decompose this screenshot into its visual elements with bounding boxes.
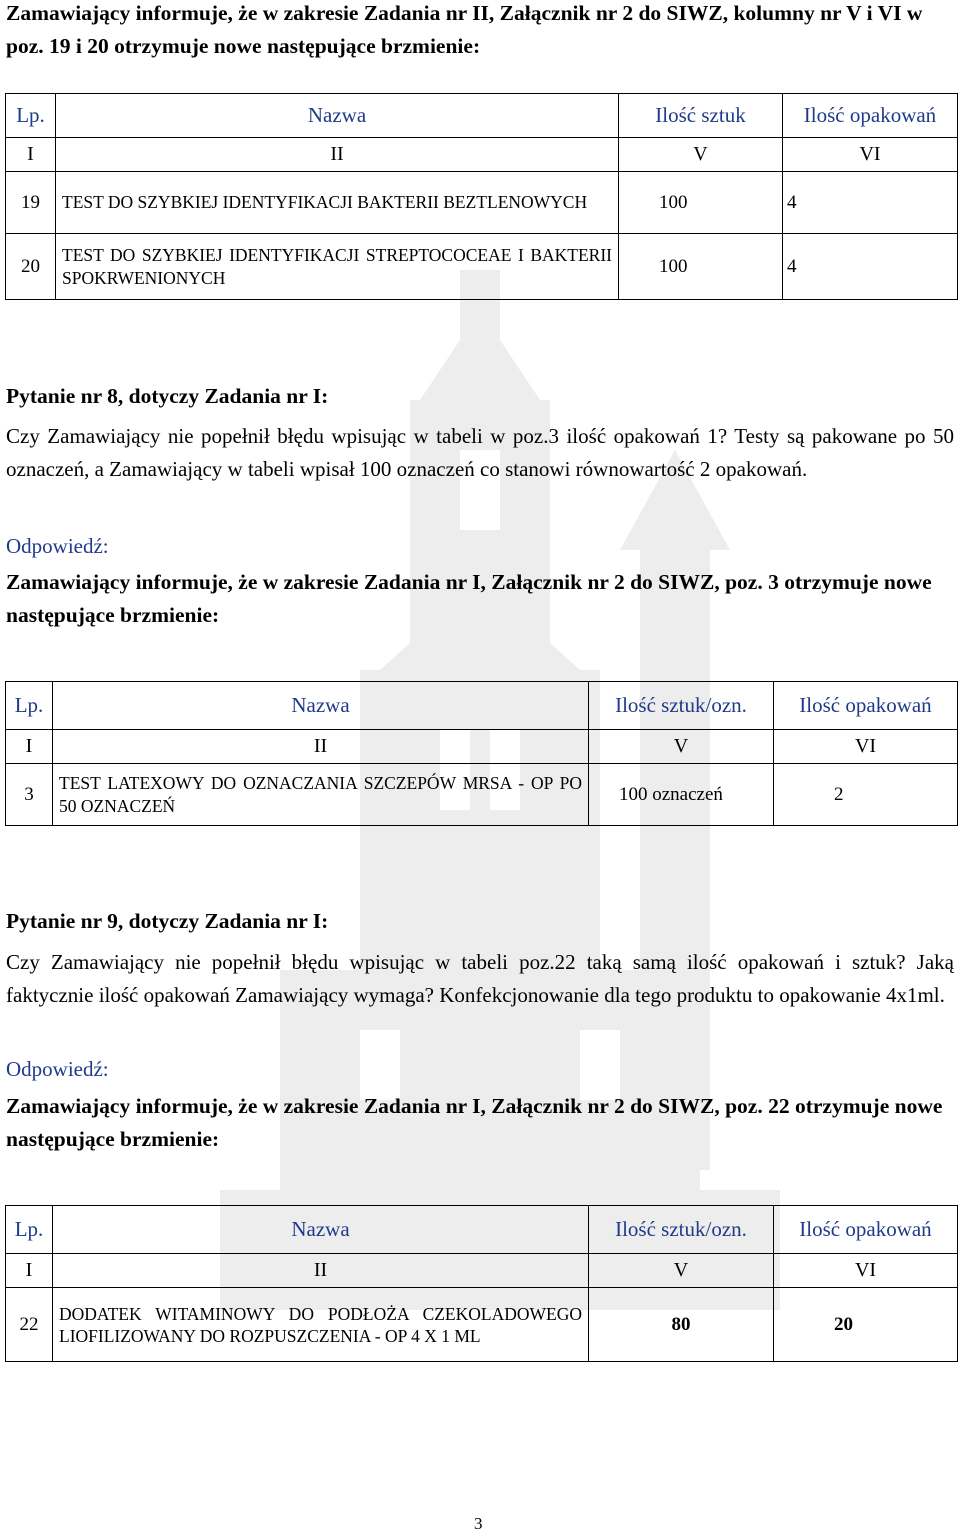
question-8-answer-label: Odpowiedź: — [6, 534, 109, 558]
row-packs: 4 — [783, 234, 958, 300]
table-position-22 — [5, 1205, 958, 1362]
col-num-2: II — [53, 730, 589, 764]
row-packs: 4 — [783, 172, 958, 234]
table-row — [6, 172, 958, 234]
row-packs: 20 — [774, 1288, 958, 1362]
header-qty: Ilość sztuk/ozn. — [589, 682, 774, 730]
header-name: Nazwa — [53, 1206, 589, 1254]
table-header-row — [6, 94, 958, 138]
row-qty: 100 — [619, 172, 783, 234]
header-qty: Ilość sztuk — [619, 94, 783, 138]
row-qty: 80 — [589, 1288, 774, 1362]
table-header-row — [6, 682, 958, 730]
row-name: TEST DO SZYBKIEJ IDENTYFIKACJI STREPTOCOCEAE I BAKTERII SPOKRWENIONYCH — [56, 234, 619, 300]
intro-text: Zamawiający informuje, że w zakresie Zadania nr II, Załącznik nr 2 do SIWZ, kolumny nr V i VI w poz. 19 i 20 otrzymuje nowe następujące brzmienie: — [6, 1, 923, 58]
header-packs: Ilość opakowań — [774, 1206, 958, 1254]
row-name: DODATEK WITAMINOWY DO PODŁOŻA CZEKOLADOWEGO LIOFILIZOWANY DO ROZPUSZCZENIA - OP 4 X 1 ML — [53, 1288, 589, 1362]
page-number: 3 — [474, 1514, 483, 1533]
header-packs: Ilość opakowań — [783, 94, 958, 138]
table-row — [6, 234, 958, 300]
row-name: TEST DO SZYBKIEJ IDENTYFIKACJI BAKTERII BEZTLENOWYCH — [56, 172, 619, 234]
row-qty: 100 — [619, 234, 783, 300]
col-num-1: I — [6, 138, 56, 172]
col-num-6: VI — [783, 138, 958, 172]
col-num-5: V — [589, 730, 774, 764]
row-lp: 19 — [6, 172, 56, 234]
header-name: Nazwa — [56, 94, 619, 138]
question-8-answer: Zamawiający informuje, że w zakresie Zadania nr I, Załącznik nr 2 do SIWZ, poz. 3 otrzymuje nowe następujące brzmienie: — [6, 570, 932, 627]
header-lp: Lp. — [6, 682, 53, 730]
question-9-text: Czy Zamawiający nie popełnił błędu wpisując w tabeli poz.22 taką samą ilość opakowań i sztuk? Jaką faktycznie ilość opakowań Zamawiający wymaga? Konfekcjonowanie dla tego produktu to opakowanie 4x1ml. — [6, 950, 954, 1007]
row-packs: 2 — [774, 764, 958, 826]
question-9-title: Pytanie nr 9, dotyczy Zadania nr I: — [6, 909, 329, 933]
col-num-1: I — [6, 730, 53, 764]
table-position-3 — [5, 681, 958, 826]
table-row — [6, 1288, 958, 1362]
header-lp: Lp. — [6, 94, 56, 138]
col-num-5: V — [589, 1254, 774, 1288]
question-9-answer-label: Odpowiedź: — [6, 1057, 109, 1081]
column-number-row — [6, 1254, 958, 1288]
row-lp: 20 — [6, 234, 56, 300]
header-packs: Ilość opakowań — [774, 682, 958, 730]
col-num-2: II — [53, 1254, 589, 1288]
header-lp: Lp. — [6, 1206, 53, 1254]
table-header-row — [6, 1206, 958, 1254]
row-lp: 3 — [6, 764, 53, 826]
col-num-6: VI — [774, 1254, 958, 1288]
question-9-answer: Zamawiający informuje, że w zakresie Zadania nr I, Załącznik nr 2 do SIWZ, poz. 22 otrzymuje nowe następujące brzmienie: — [6, 1094, 943, 1151]
col-num-1: I — [6, 1254, 53, 1288]
col-num-5: V — [619, 138, 783, 172]
column-number-row — [6, 138, 958, 172]
question-8-text: Czy Zamawiający nie popełnił błędu wpisując w tabeli w poz.3 ilość opakowań 1? Testy są pakowane po 50 oznaczeń, a Zamawiający w tabeli wpisał 100 oznaczeń co stanowi równowartość 2 opakowań. — [6, 424, 954, 481]
col-num-6: VI — [774, 730, 958, 764]
table-row — [6, 764, 958, 826]
row-qty: 100 oznaczeń — [589, 764, 774, 826]
header-name: Nazwa — [53, 682, 589, 730]
table-positions-19-20 — [5, 93, 958, 300]
col-num-2: II — [56, 138, 619, 172]
question-8-title: Pytanie nr 8, dotyczy Zadania nr I: — [6, 384, 329, 408]
row-lp: 22 — [6, 1288, 53, 1362]
row-name: TEST LATEXOWY DO OZNACZANIA SZCZEPÓW MRSA - OP PO 50 OZNACZEŃ — [53, 764, 589, 826]
header-qty: Ilość sztuk/ozn. — [589, 1206, 774, 1254]
column-number-row — [6, 730, 958, 764]
